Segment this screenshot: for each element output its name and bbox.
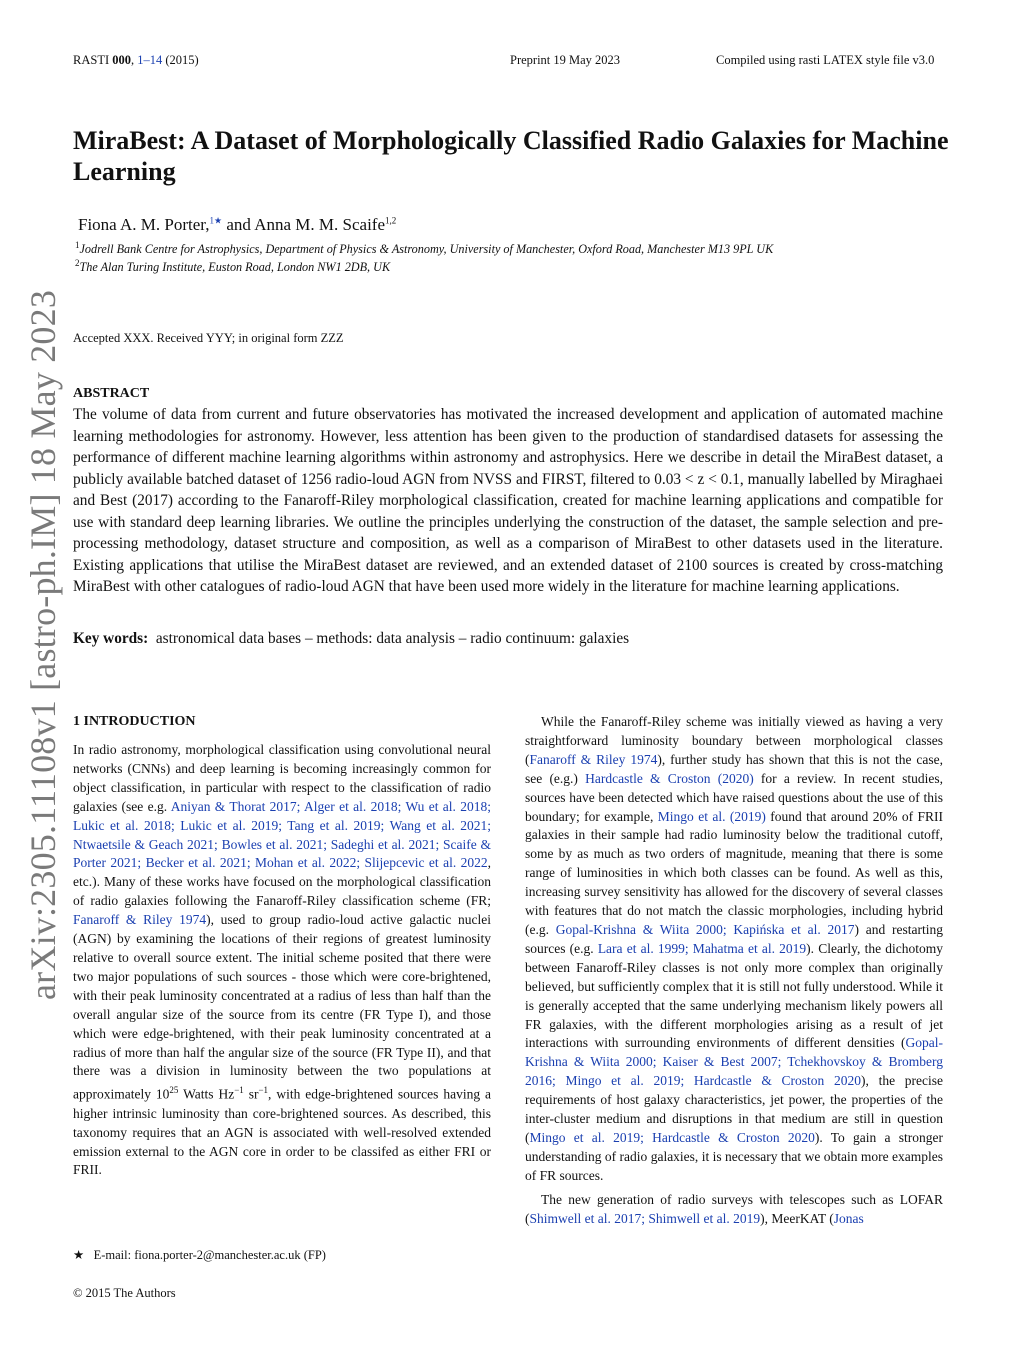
affiliation-2 xyxy=(75,258,390,275)
text-run: The new generation of radio surveys with telescopes such as LOFAR ( xyxy=(525,1191,943,1226)
author-line xyxy=(78,215,396,235)
accepted-line: Accepted XXX. Received YYY; in original form ZZZ xyxy=(73,331,344,345)
copyright-footer: © 2015 The Authors xyxy=(73,1286,176,1300)
page-range-link[interactable]: 1–14 xyxy=(137,53,163,67)
math-exponent: 25 xyxy=(169,1085,179,1096)
text-run: ). Clearly, the dichotomy between Fanaroff-Riley classes is not only more complex than originally believed, but sufficiently complex that it is still not fully understood. While it is generally accepted that the same underlying mechanism likely powers all FR galaxies, with the different morphologies arising as a result of jet interactions with surrounding environments of different densities ( xyxy=(525,940,943,1051)
author-1-affil-mark[interactable]: 1★ xyxy=(209,215,223,226)
keywords-label: Key words: xyxy=(73,630,149,647)
footnote-mark: ★ xyxy=(73,1248,85,1262)
math-exponent: −1 xyxy=(258,1085,269,1096)
keywords xyxy=(73,630,629,648)
abstract-text: The volume of data from current and future observatories has motivated the increased development and application of automated machine learning methodologies for astronomy. However, less attention has been given to the production of standardised datasets for assessing the performance of different machine learning algorithms within astronomy and astrophysics. Here we describe in detail the MiraBest dataset, a publicly available batched dataset of 1256 radio-loud AGN from NVSS and FIRST, filtered to 0.03 < z < 0.1, manually labelled by Miraghaei and Best (2017) according to the Fanaroff-Riley morphological classification, created for machine learning applications and compatible for use with standard deep learning libraries. We outline the principles underlying the construction of the dataset, the sample selection and pre-processing methodology, dataset structure and composition, as well as a comparison of MiraBest to other datasets used in the literature. Existing applications that utilise the MiraBest dataset are reviewed, and an extended dataset of 2100 sources is created by cross-matching MiraBest with other catalogues of radio-loud AGN that have been used more widely in the literature for machine learning applications. xyxy=(73,406,943,595)
citation-links[interactable]: Gopal-Krishna & Wiita 2000; Kapińska et al. 2017 xyxy=(555,921,855,937)
text-run: ), used to group radio-loud active galactic nuclei (AGN) by examining the locations of their regions of greatest luminosity relative to overall source extent. The initial scheme posited that there were two major populations of such sources - those which were core-brightened, with their peak luminosity concentrated at a radius of less than half than the overall angular size of the source from its centre (FR Type I), and those which were edge-brightened, with their peak luminosity concentrated at a radius of more than half the angular size of the source (FR Type II), and that there was a division in luminosity between the two populations at approximately xyxy=(73,912,492,1102)
affiliation-number: 1 xyxy=(75,240,80,250)
preprint-date: Preprint 19 May 2023 xyxy=(510,53,621,67)
citation-links[interactable]: Shimwell et al. 2017; Shimwell et al. 2019 xyxy=(529,1210,761,1226)
text-run: for a review. In recent studies, sources have been detected which have raised questions about the use of this boundary; for example, xyxy=(525,770,943,824)
affiliation-1 xyxy=(75,240,773,257)
citation-links[interactable]: Lara et al. 1999; Mahatma et al. 2019 xyxy=(597,940,807,956)
text-run: ), further study has shown that this is not the case, see (e.g.) xyxy=(525,751,943,786)
author-1: Fiona A. M. Porter, xyxy=(78,215,210,234)
text-run: In radio astronomy, morphological classification using convolutional neural networks (CNNs) and deep learning is becoming increasingly common for object classification, in particular with respect to the classification of radio galaxies (see e.g. xyxy=(73,742,491,814)
citation-links[interactable]: Mingo et al. 2019; Hardcastle & Croston 2020 xyxy=(529,1129,815,1145)
citation-links[interactable]: Aniyan & Thorat 2017; Alger et al. 2018; Wu et al. 2018; Lukic et al. 2018; Lukic et al. 2019; Tang et al. 2019; Wang et al. 2021; Ntwaetsile & Geach 2021; Bowles et al. 2021; Sadeghi et al. 2021; Scaife & Porter 2021; Becker et al. 2021; Mohan et al. 2022; Slijepcevic et al. 2022 xyxy=(73,798,491,871)
affiliation-text: Jodrell Bank Centre for Astrophysics, Department of Physics & Astronomy, University of Manchester, Oxford Road, Manchester M13 9PL UK xyxy=(79,242,774,257)
running-header-journal: RASTI 000, 1–14 (2015) xyxy=(73,53,199,67)
intro-paragraph-2 xyxy=(525,713,943,1186)
citation-link[interactable]: Mingo et al. (2019) xyxy=(657,808,766,824)
citation-links[interactable]: Gopal-Krishna & Wiita 2000; Kaiser & Best 2007; Tchekhovskoy & Bromberg 2016; Mingo et al. 2019; Hardcastle & Croston 2020 xyxy=(525,1035,943,1089)
footnote-email: E-mail: fiona.porter-2@manchester.ac.uk (FP) xyxy=(93,1248,326,1262)
text-run: found that around 20% of FRII galaxies in their sample had radio luminosity below the traditional cutoff, some by as much as two orders of magnitude, meaning that there is some range of luminosities in which both classes can be found. As well as this, increasing survey sensitivity has allowed for the discovery of several classes with features that do not match the classic morphologies, including hybrid (e.g. xyxy=(525,808,943,937)
right-column xyxy=(525,713,943,1228)
text-run: , with edge-brightened sources having a higher intrinsic luminosity than core-brightened sources. As described, this taxonomy requires that an AGN is associated with well-resolved extended emission external to the AGN core in order to be classifed as either FRI or FRII. xyxy=(73,1086,492,1178)
math-base: 10 xyxy=(155,1086,170,1102)
text-run: ) and restarting sources (e.g. xyxy=(525,921,943,956)
citation-link[interactable]: Fanaroff & Riley 1974 xyxy=(73,912,207,928)
affiliation-text: The Alan Turing Institute, Euston Road, London NW1 2DB, UK xyxy=(79,260,391,275)
citation-link[interactable]: Jonas xyxy=(833,1210,864,1226)
author-2-affil-mark: 1,2 xyxy=(385,215,397,226)
math-unit: sr xyxy=(248,1086,259,1102)
intro-paragraph-3 xyxy=(525,1191,943,1229)
keywords-text: astronomical data bases – methods: data analysis – radio continuum: galaxies xyxy=(155,630,630,647)
text-run: While the Fanaroff-Riley scheme was initially viewed as having a very straightforward luminosity boundary between morphological classes ( xyxy=(525,714,943,767)
citation-link[interactable]: Hardcastle & Croston (2020) xyxy=(585,770,754,786)
author-2: and Anna M. M. Scaife xyxy=(226,215,386,234)
journal-name: RASTI xyxy=(73,53,110,67)
compiled-note: Compiled using rasti LATEX style file v3.0 xyxy=(716,53,935,67)
text-run: ), the precise requirements of host galaxy characteristics, jet power, the properties of the inter-cluster medium and disruptions in that medium are still in question ( xyxy=(525,1073,944,1145)
citation-link[interactable]: Fanaroff & Riley 1974 xyxy=(529,751,658,767)
affiliation-number: 2 xyxy=(75,258,80,268)
text-run: ), MeerKAT ( xyxy=(760,1210,834,1226)
arxiv-stamp: arXiv:2305.11108v1 [astro-ph.IM] 18 May 2023 xyxy=(23,289,63,1000)
section-heading-introduction: 1 INTRODUCTION xyxy=(73,714,196,729)
journal-year: (2015) xyxy=(165,53,199,67)
math-exponent: −1 xyxy=(234,1085,244,1096)
journal-volume: 000 xyxy=(112,53,131,67)
left-column xyxy=(73,741,491,1180)
abstract-heading: ABSTRACT xyxy=(73,386,150,401)
text-run: ). To gain a stronger understanding of radio galaxies, it is necessary that we obtain more examples of FR sources. xyxy=(525,1129,943,1183)
intro-paragraph-1 xyxy=(73,741,491,1180)
text-run: , etc.). Many of these works have focused on the morphological classification of radio galaxies following the Fanaroff-Riley classification scheme (FR; xyxy=(73,855,491,909)
footnote xyxy=(73,1247,326,1263)
math-unit: Watts Hz xyxy=(183,1086,235,1102)
paper-title: MiraBest: A Dataset of Morphologically Classified Radio Galaxies for Machine Learning xyxy=(73,126,949,186)
